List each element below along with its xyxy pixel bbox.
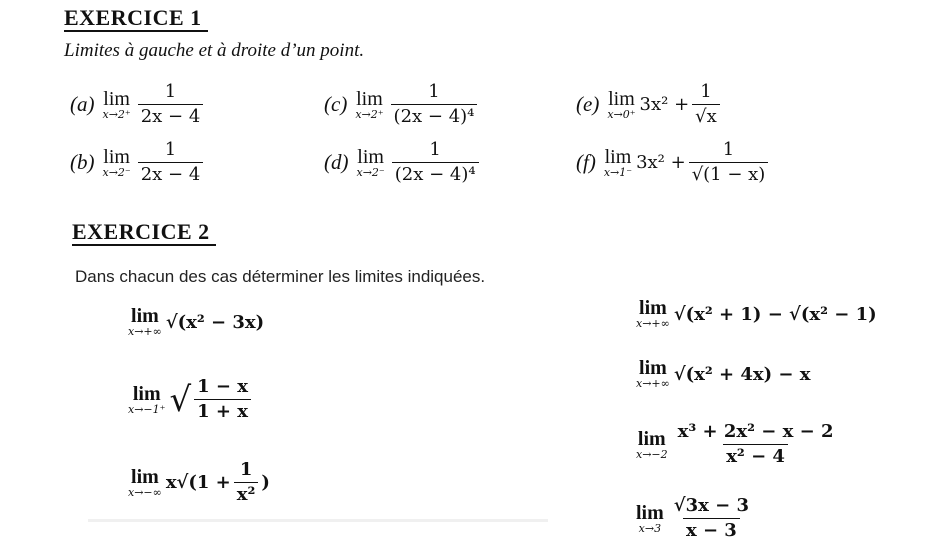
fraction-numerator: 1 — [239, 459, 253, 480]
lim-subscript: x→−∞ — [128, 485, 162, 499]
lim-word: lim — [131, 465, 159, 488]
problem-d — [324, 138, 482, 187]
lim-subscript: x→2⁻ — [102, 165, 131, 179]
lim-word: lim — [131, 305, 159, 327]
lim-subscript: x→+∞ — [128, 325, 162, 338]
lim-subscript: x→+∞ — [636, 317, 670, 330]
lim-subscript: x→2⁻ — [356, 165, 385, 179]
fraction-numerator: 1 — [429, 139, 441, 160]
problem-b — [70, 138, 206, 187]
lim-word: lim — [103, 87, 130, 110]
lim-word: lim — [604, 145, 632, 168]
limit-right-2 — [636, 358, 811, 390]
lim-word: lim — [636, 501, 664, 524]
limit-right-3 — [636, 420, 840, 469]
limit-expression: √(x² + 4x) − x — [673, 363, 811, 385]
lim-subscript: x→3 — [638, 521, 662, 535]
fraction-numerator: 1 — [722, 139, 735, 160]
problem-label: (c) — [324, 92, 348, 116]
problem-f — [576, 138, 771, 187]
lim-subscript: x→−2 — [636, 447, 668, 461]
expression-suffix: ) — [261, 472, 270, 493]
page-divider — [88, 519, 548, 522]
lim-word: lim — [357, 145, 384, 168]
expression-prefix: 3x² + — [639, 94, 690, 115]
lim-word: lim — [639, 297, 667, 319]
limit-right-1 — [636, 298, 877, 330]
exercise-2-instruction: Dans chacun des cas déterminer les limites indiquées. — [75, 267, 486, 286]
lim-word: lim — [356, 87, 383, 110]
lim-subscript: x→2⁺ — [102, 107, 131, 121]
lim-word: lim — [639, 357, 667, 379]
fraction-denominator: 2x − 4 — [138, 104, 204, 129]
fraction-denominator: (2x − 4)⁴ — [392, 162, 479, 187]
lim-subscript: x→0⁺ — [607, 107, 636, 121]
sqrt-symbol: √ — [169, 379, 192, 420]
limit-expression: √(x² − 3x) — [165, 311, 265, 333]
fraction-denominator: √(1 − x) — [689, 162, 769, 187]
problem-label: (f) — [576, 150, 596, 174]
lim-subscript: x→2⁺ — [355, 107, 384, 121]
fraction-numerator: x³ + 2x² − x − 2 — [677, 421, 834, 442]
fraction-denominator: √x — [692, 104, 720, 129]
problem-label: (d) — [324, 150, 349, 174]
fraction-numerator: 1 — [428, 81, 440, 102]
lim-word: lim — [132, 382, 161, 405]
expression-prefix: x√(1 + — [165, 472, 231, 493]
fraction-denominator: 2x − 4 — [138, 162, 204, 187]
limit-expression: √(x² + 1) − √(x² − 1) — [673, 303, 877, 325]
limit-left-2 — [128, 375, 254, 424]
fraction-numerator: 1 — [700, 81, 712, 102]
fraction-numerator: 1 — [164, 139, 177, 160]
fraction-denominator: (2x − 4)⁴ — [391, 104, 478, 129]
exercise-1-subtitle: Limites à gauche et à droite d’un point. — [64, 40, 365, 61]
fraction-denominator: x² − 4 — [723, 444, 788, 469]
fraction-numerator: √3x − 3 — [673, 495, 750, 516]
problem-e — [576, 80, 723, 129]
lim-word: lim — [637, 427, 666, 450]
problem-c — [324, 80, 480, 129]
exercise-1-title: EXERCICE 1 — [64, 6, 208, 32]
fraction-numerator: 1 — [164, 81, 177, 102]
lim-word: lim — [103, 145, 130, 168]
lim-word: lim — [608, 87, 635, 110]
problem-label: (a) — [70, 92, 95, 116]
lim-subscript: x→−1⁺ — [128, 402, 166, 416]
expression-prefix: 3x² + — [636, 152, 686, 173]
lim-subscript: x→1⁻ — [603, 165, 633, 179]
problem-label: (e) — [576, 92, 600, 116]
limit-left-3 — [128, 458, 270, 507]
fraction-denominator: 1 + x — [194, 399, 251, 424]
fraction-numerator: 1 − x — [197, 376, 248, 397]
limit-left-1 — [128, 306, 264, 338]
exercise-2-title: EXERCICE 2 — [72, 220, 216, 246]
fraction-denominator: x − 3 — [683, 518, 740, 543]
lim-subscript: x→+∞ — [636, 377, 670, 390]
fraction-denominator: x² — [234, 482, 259, 507]
problem-a — [70, 80, 206, 129]
problem-label: (b) — [70, 150, 95, 174]
limit-right-4 — [636, 494, 755, 543]
